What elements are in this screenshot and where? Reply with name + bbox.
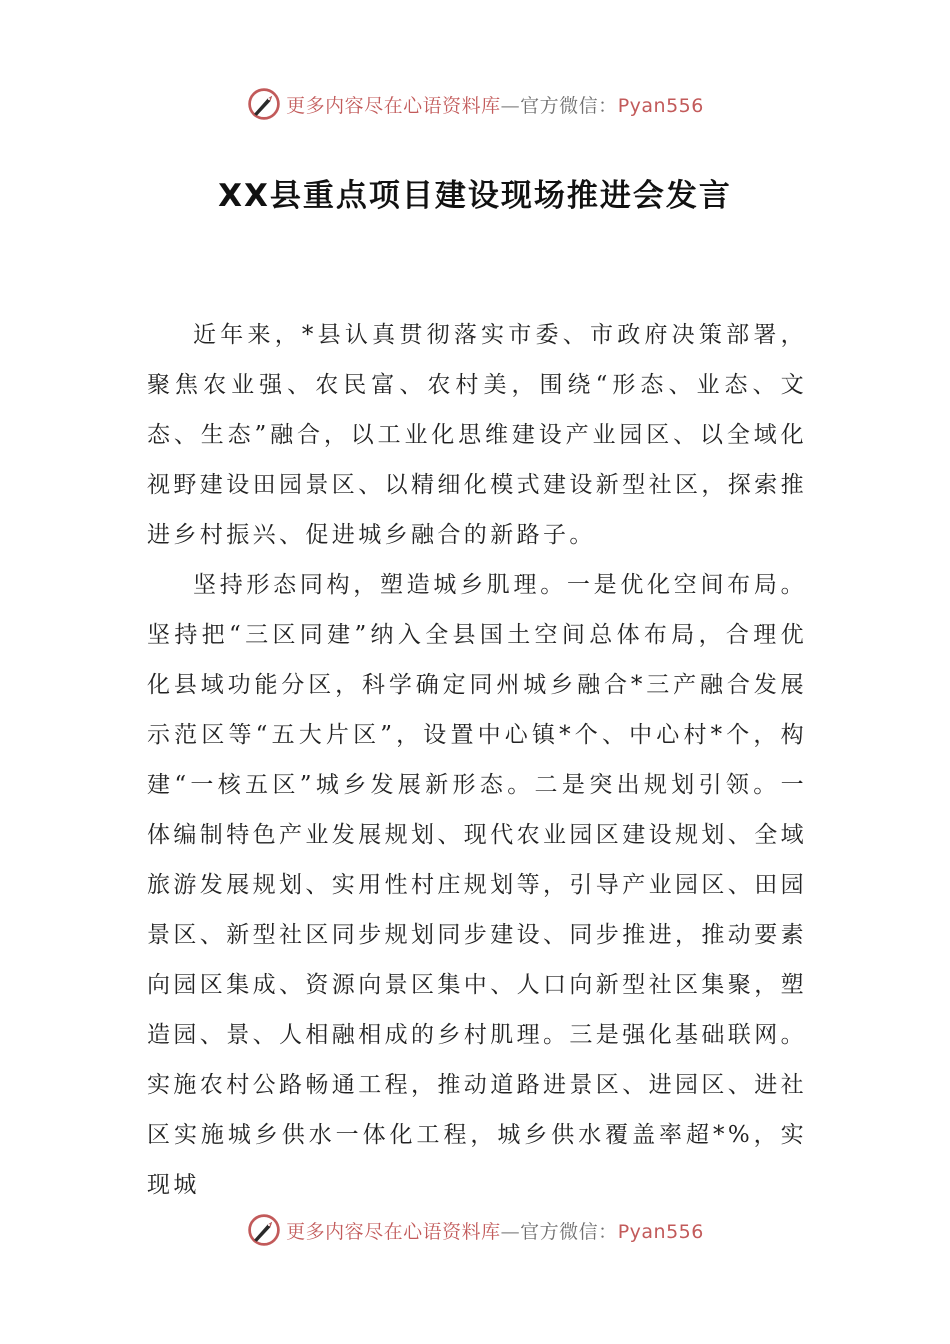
watermark-text xyxy=(286,91,704,118)
paragraph-form-isomorphism: 坚持形态同构，塑造城乡肌理。一是优化空间布局。坚持把“三区同建”纳入全县国土空间总体布局，合理优化县域功能分区，科学确定同州城乡融合*三产融合发展示范区等“五大片区”，设置中心镇*个、中心村*个，构建“一核五区”城乡发展新形态。二是突出规划引领。一体编制特色产业发展规划、现代农业园区建设规划、全域旅游发展规划、实用性村庄规划等，引导产业园区、田园景区、新型社区同步规划同步建设、同步推进，推动要素向园区集成、资源向景区集中、人口向新型社区集聚，塑造园、景、人相融相成的乡村肌理。三是强化基础联网。实施农村公路畅通工程，推动道路进景区、进园区、进社区实施城乡供水一体化工程，城乡供水覆盖率超*%，实现城 xyxy=(147,572,807,1198)
paragraph-intro: 近年来，*县认真贯彻落实市委、市政府决策部署，聚焦农业强、农民富、农村美，围绕“形态、业态、文态、生态”融合，以工业化思维建设产业园区、以全域化视野建设田园景区、以精细化模式建设新型社区，探索推进乡村振兴、促进城乡融合的新路子。 xyxy=(147,322,807,548)
header-watermark xyxy=(0,84,950,124)
watermark-text xyxy=(286,1217,704,1244)
document-title: XX县重点项目建设现场推进会发言 xyxy=(218,178,732,214)
watermark-official-label: 官方微信： xyxy=(520,94,618,117)
footer-watermark xyxy=(0,1210,950,1250)
watermark-separator: — xyxy=(500,94,521,117)
watermark-official-label: 官方微信： xyxy=(520,1220,618,1243)
watermark-wechat-id: Pyan556 xyxy=(617,1220,704,1243)
document-body xyxy=(147,310,807,1210)
watermark-wechat-id: Pyan556 xyxy=(617,94,704,117)
watermark-site: 更多内容尽在心语资料库 xyxy=(286,1220,501,1243)
watermark-site: 更多内容尽在心语资料库 xyxy=(286,94,501,117)
pen-nib-logo-icon xyxy=(246,86,282,122)
pen-nib-logo-icon xyxy=(246,1212,282,1248)
watermark-separator: — xyxy=(500,1220,521,1243)
